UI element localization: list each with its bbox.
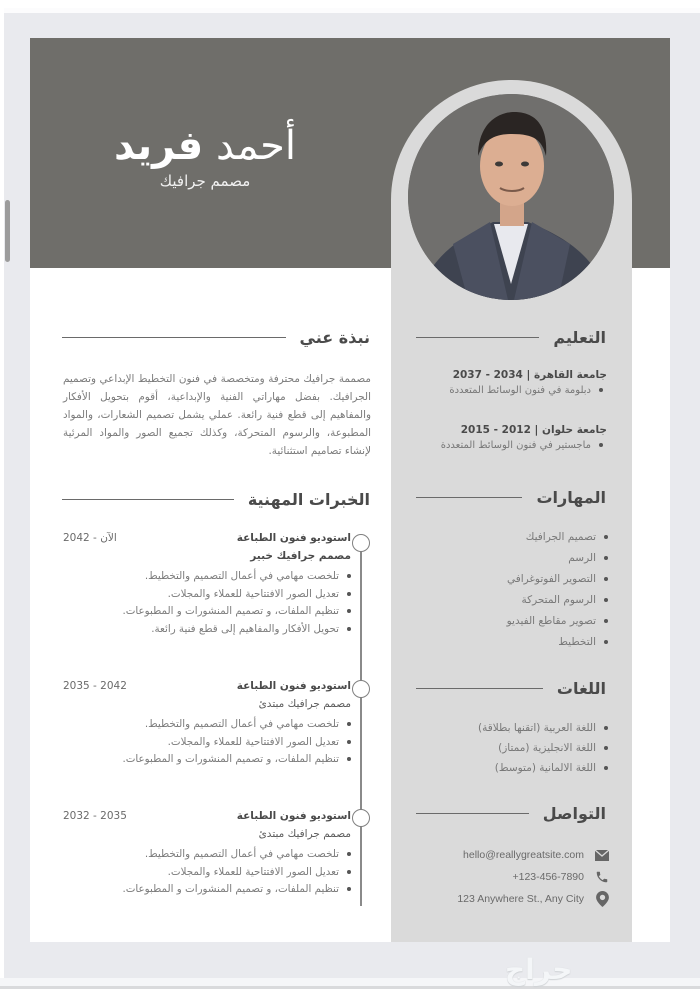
skill-item: تصميم الجرافيك xyxy=(408,527,608,548)
about-text: مصممة جرافيك محترفة ومتخصصة في فنون التخطيط الإبداعي وتصميم الجرافيك. بفضل مهاراتي الفنية والإبداعية، أقوم بتحويل الأفكار والمفاهيم إلى قطع فنية رائعة. عملي يشمل تصميم الشعارات، والمواد المطبوعة، والرسوم المتحركة، وكذلك تجميع الصور والمواد المرئية لإنشاء تصاميم استثنائية. xyxy=(63,373,371,457)
job-task xyxy=(63,716,351,734)
heading-rule xyxy=(416,337,539,338)
resume-page xyxy=(30,38,670,942)
skills-list xyxy=(408,527,608,653)
heading-rule xyxy=(62,499,234,500)
education-degree: دبلومة في فنون الوسائط المتعددة xyxy=(407,385,607,396)
scrollbar[interactable] xyxy=(5,200,10,262)
contact-email[interactable] xyxy=(430,844,610,866)
bullet-icon xyxy=(347,870,351,874)
job-title: مصمم جرافيك xyxy=(159,172,251,190)
address-text[interactable]: 123 Anywhere St., Any City xyxy=(457,893,584,905)
heading-rule xyxy=(62,337,286,338)
education-item xyxy=(407,424,607,451)
skills-title: المهارات xyxy=(536,488,606,507)
job-entry xyxy=(63,680,351,769)
job-task-list xyxy=(63,568,351,638)
bullet-icon xyxy=(604,598,608,602)
job-task xyxy=(63,568,351,586)
language-item: اللغة الالمانية (متوسط) xyxy=(408,758,608,778)
task-text: تعديل الصور الافتتاحية للعملاء والمجلات. xyxy=(167,587,339,600)
task-text: تعديل الصور الافتتاحية للعملاء والمجلات. xyxy=(167,735,339,748)
contact-title: التواصل xyxy=(542,804,606,823)
job-role: مصمم جرافيك مبتدئ xyxy=(258,698,351,710)
about-heading xyxy=(62,328,370,347)
bullet-icon xyxy=(604,577,608,581)
heading-rule xyxy=(416,688,543,689)
task-text: تلخصت مهامي في أعمال التصميم والتخطيط. xyxy=(144,848,339,860)
email-text[interactable]: hello@reallygreatsite.com xyxy=(463,849,584,861)
education-title: التعليم xyxy=(553,328,606,347)
education-item xyxy=(407,369,607,396)
job-task xyxy=(63,751,351,769)
languages-title: اللغات xyxy=(556,679,606,698)
job-dates: 2035 - 2042 xyxy=(63,680,127,692)
bullet-icon xyxy=(604,640,608,644)
experience-heading xyxy=(62,490,370,509)
bottom-divider xyxy=(0,986,700,989)
skills-heading xyxy=(416,488,606,507)
job-dates: 2042 - الآن xyxy=(63,532,117,544)
languages-heading xyxy=(416,679,606,698)
task-text: تنظيم الملفات، و تصميم المنشورات و المطبوعات. xyxy=(122,883,339,895)
job-entry xyxy=(63,810,351,899)
contact-phone[interactable] xyxy=(430,866,610,888)
location-pin-icon xyxy=(594,891,610,907)
job-task xyxy=(63,881,351,899)
job-task-list xyxy=(63,846,351,899)
job-entry xyxy=(63,532,351,638)
bullet-icon xyxy=(604,535,608,539)
job-task xyxy=(63,846,351,864)
about-title: نبذة عني xyxy=(299,328,370,347)
education-school: جامعة حلوان | 2012 - 2015 xyxy=(460,424,607,436)
bullet-icon xyxy=(347,887,351,891)
skill-item: الرسوم المتحركة xyxy=(408,590,608,611)
language-item: اللغة الانجليزية (ممتاز) xyxy=(408,738,608,758)
bottom-band xyxy=(0,978,700,986)
task-text: تعديل الصور الافتتاحية للعملاء والمجلات. xyxy=(167,865,339,878)
contact-heading xyxy=(416,804,606,823)
task-text: تنظيم الملفات، و تصميم المنشورات و المطبوعات. xyxy=(122,605,339,617)
first-name: أحمد xyxy=(215,123,296,169)
job-dates: 2032 - 2035 xyxy=(63,810,127,822)
envelope-icon xyxy=(594,847,610,863)
job-company: استوديو فنون الطباعة xyxy=(236,680,351,692)
skill-item: الرسم xyxy=(408,548,608,569)
bullet-icon xyxy=(599,443,603,447)
timeline-dot xyxy=(352,680,370,698)
bullet-icon xyxy=(604,556,608,560)
name-block xyxy=(90,122,320,190)
task-text: تنظيم الملفات، و تصميم المنشورات و المطبوعات. xyxy=(122,753,339,765)
job-task xyxy=(63,586,351,604)
bullet-icon xyxy=(347,852,351,856)
heading-rule xyxy=(416,813,529,814)
bullet-icon xyxy=(347,740,351,744)
bullet-icon xyxy=(347,757,351,761)
education-heading xyxy=(416,328,606,347)
bullet-icon xyxy=(347,592,351,596)
watermark-logo: حراج xyxy=(505,953,573,986)
job-task xyxy=(63,864,351,882)
task-text: تلخصت مهامي في أعمال التصميم والتخطيط. xyxy=(144,718,339,730)
task-text: تحويل الأفكار والمفاهيم إلى قطع فنية رائعة. xyxy=(151,622,339,635)
last-name: فريد xyxy=(114,123,204,169)
bullet-icon xyxy=(604,766,608,770)
language-item: اللغة العربية (اتقنها بطلاقة) xyxy=(408,718,608,738)
job-company: استوديو فنون الطباعة xyxy=(236,810,351,822)
job-company: استوديو فنون الطباعة xyxy=(236,532,351,544)
job-role: مصمم جرافيك خبير xyxy=(250,550,351,562)
skill-item: التصوير الفوتوغرافي xyxy=(408,569,608,590)
experience-title: الخبرات المهنية xyxy=(247,490,370,509)
job-role: مصمم جرافيك مبتدئ xyxy=(258,828,351,840)
heading-rule xyxy=(416,497,522,498)
profile-photo xyxy=(408,94,614,300)
bullet-icon xyxy=(347,627,351,631)
timeline-line xyxy=(360,550,362,906)
task-text: تلخصت مهامي في أعمال التصميم والتخطيط. xyxy=(144,570,339,582)
bullet-icon xyxy=(604,746,608,750)
languages-list xyxy=(408,718,608,778)
education-degree: ماجستير في فنون الوسائط المتعددة xyxy=(407,440,607,451)
timeline-dot xyxy=(352,809,370,827)
contact-address[interactable] xyxy=(430,888,610,910)
bullet-icon xyxy=(347,722,351,726)
education-school: جامعة القاهرة | 2034 - 2037 xyxy=(452,369,607,381)
bullet-icon xyxy=(347,609,351,613)
phone-text[interactable]: +123-456-7890 xyxy=(512,871,584,883)
bullet-icon xyxy=(604,726,608,730)
contact-list xyxy=(430,844,610,910)
portrait-photo-icon xyxy=(408,94,614,300)
phone-icon xyxy=(594,869,610,885)
job-task xyxy=(63,734,351,752)
job-task-list xyxy=(63,716,351,769)
bullet-icon xyxy=(604,619,608,623)
full-name xyxy=(90,122,320,170)
timeline-dot xyxy=(352,534,370,552)
job-task xyxy=(63,603,351,621)
job-task xyxy=(63,621,351,639)
bullet-icon xyxy=(599,388,603,392)
skill-item: التخطيط xyxy=(408,632,608,653)
bullet-icon xyxy=(347,574,351,578)
skill-item: تصوير مقاطع الفيديو xyxy=(408,611,608,632)
